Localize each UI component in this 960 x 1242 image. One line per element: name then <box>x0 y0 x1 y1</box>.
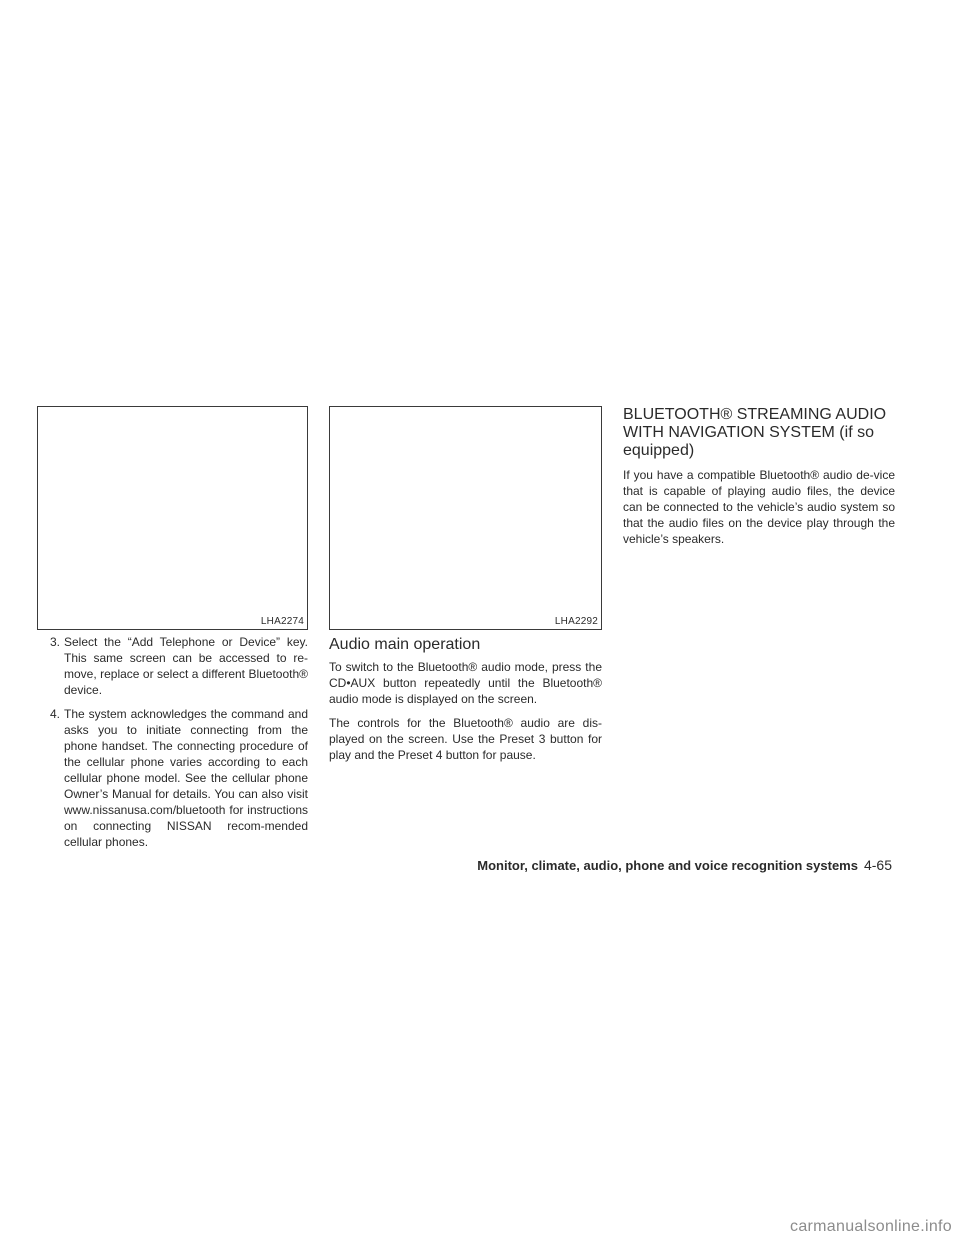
page-footer <box>477 857 892 873</box>
paragraph: To switch to the Bluetooth® audio mode, press the CD•AUX button repeatedly until the Bluetooth® audio mode is displayed on the screen. <box>329 660 602 706</box>
left-column <box>37 634 308 858</box>
paragraph: The controls for the Bluetooth® audio are dis-played on the screen. Use the Preset 3 button for play and the Preset 4 button for pause. <box>329 716 602 762</box>
middle-column <box>329 636 602 771</box>
watermark: carmanualsonline.info <box>790 1218 952 1235</box>
right-column <box>623 406 895 555</box>
footer-section-title: Monitor, climate, audio, phone and voice recognition systems <box>477 858 858 873</box>
figure-code: LHA2292 <box>554 616 598 627</box>
step-number: 3. <box>50 635 61 649</box>
list-item-step-4 <box>37 706 308 850</box>
paragraph: If you have a compatible Bluetooth® audio de-vice that is capable of playing audio files, the device can be connected to the vehicle’s audio system so that the audio files on the device play through the vehicle’s speakers. <box>623 468 895 546</box>
step-list <box>37 634 308 850</box>
page-number: 4-65 <box>863 857 892 873</box>
section-heading-audio-main-operation: Audio main operation <box>329 636 481 653</box>
step-text: The system acknowledges the command and asks you to initiate connecting from the phone handset. The connecting procedure of the cellular phone varies according to each cellular phone model. See the cellular phone Owner’s Manual for details. You can also visit www.nissanusa.com/bluetooth for instructions on connecting NISSAN recom-mended cellular phones. <box>64 707 308 849</box>
step-text: Select the “Add Telephone or Device” key. This same screen can be accessed to re-move, replace or select a different Bluetooth® device. <box>64 635 308 697</box>
list-item-step-3 <box>37 634 308 698</box>
section-heading-bluetooth-streaming-audio: BLUETOOTH® STREAMING AUDIO WITH NAVIGATION SYSTEM (if so equipped) <box>623 406 887 459</box>
figure-lha2292 <box>329 406 602 630</box>
figure-code: LHA2274 <box>260 616 304 627</box>
figure-lha2274 <box>37 406 308 630</box>
step-number: 4. <box>50 707 61 721</box>
